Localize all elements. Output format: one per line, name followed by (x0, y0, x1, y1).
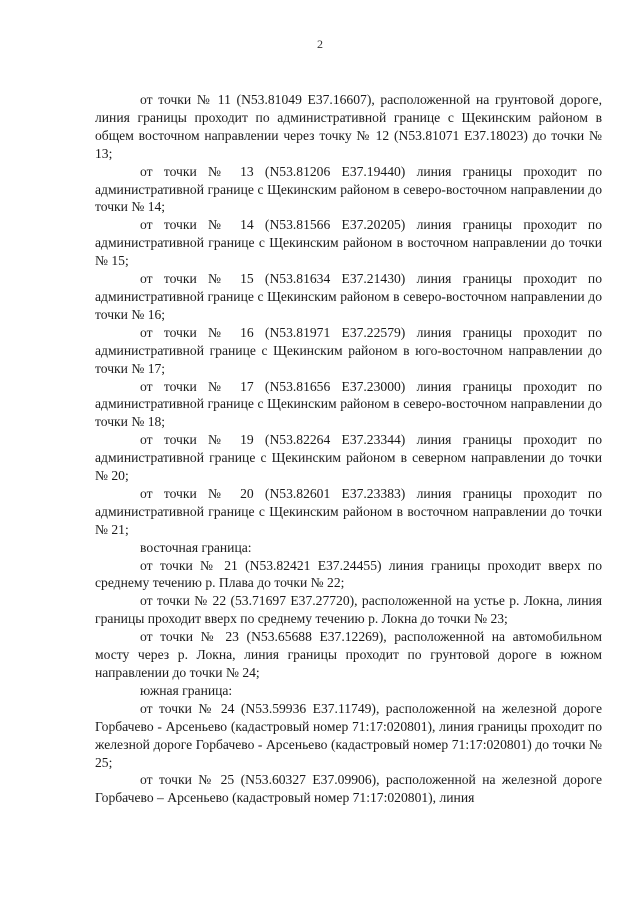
paragraph-point-11: от точки № 11 (N53.81049 E37.16607), расположенной на грунтовой дороге, линия границы проходит по административной границе с Щекинским районом в общем восточном направлении через точку № 12 (N53.81071 E37.18023) до точки № 13; (95, 92, 602, 161)
section-heading-eastern-border: восточная граница: (140, 539, 252, 555)
paragraph-point-19: от точки № 19 (N53.82264 E37.23344) линия границы проходит по административной границе с Щекинским районом в северном направлении до точки № 20; (95, 432, 602, 484)
paragraph-point-23: от точки № 23 (N53.65688 E37.12269), расположенной на автомобильном мосту через р. Локна, линия границы проходит по грунтовой дороге в южном направлении до точки № 24; (95, 629, 602, 680)
paragraph-point-21: от точки № 21 (N53.82421 E37.24455) линия границы проходит вверх по среднему течению р. Плава до точки № 22; (95, 557, 602, 591)
paragraph-point-22: от точки № 22 (53.71697 E37.27720), расположенной на устье р. Локна, линия границы проходит вверх по среднему течению р. Локна до точки № 23; (95, 593, 602, 627)
section-heading-southern-border: южная граница: (140, 682, 233, 698)
paragraph-point-17: от точки № 17 (N53.81656 E37.23000) линия границы проходит по административной границе с Щекинским районом в северо-восточном направлении до точки № 18; (95, 378, 602, 430)
paragraph-point-15: от точки № 15 (N53.81634 E37.21430) линия границы проходит по административной границе с Щекинским районом в северо-восточном направлении до точки № 16; (95, 271, 602, 322)
paragraph-point-14: от точки № 14 (N53.81566 E37.20205) линия границы проходит по административной границе с Щекинским районом в восточном направлении до точки № 15; (95, 217, 602, 269)
document-body (95, 91, 602, 807)
paragraph-point-24: от точки № 24 (N53.59936 E37.11749), расположенной на железной дороге Горбачево - Арсеньево (кадастровый номер 71:17:020801), линия границы проходит по железной дороге Горбачево - Арсеньево (кадастровый номер 71:17:020801) до точки № 25; (95, 700, 602, 770)
paragraph-point-20: от точки № 20 (N53.82601 E37.23383) линия границы проходит по административной границе с Щекинским районом в восточном направлении до точки № 21; (95, 485, 602, 537)
paragraph-point-25: от точки № 25 (N53.60327 E37.09906), расположенной на железной дороге Горбачево – Арсеньево (кадастровый номер 71:17:020801), линия (95, 772, 602, 806)
page-number: 2 (317, 37, 323, 51)
paragraph-point-13: от точки № 13 (N53.81206 E37.19440) линия границы проходит по административной границе с Щекинским районом в северо-восточном направлении до точки № 14; (95, 163, 602, 215)
paragraph-point-16: от точки № 16 (N53.81971 E37.22579) линия границы проходит по административной границе с Щекинским районом в юго-восточном направлении до точки № 17; (95, 324, 602, 376)
